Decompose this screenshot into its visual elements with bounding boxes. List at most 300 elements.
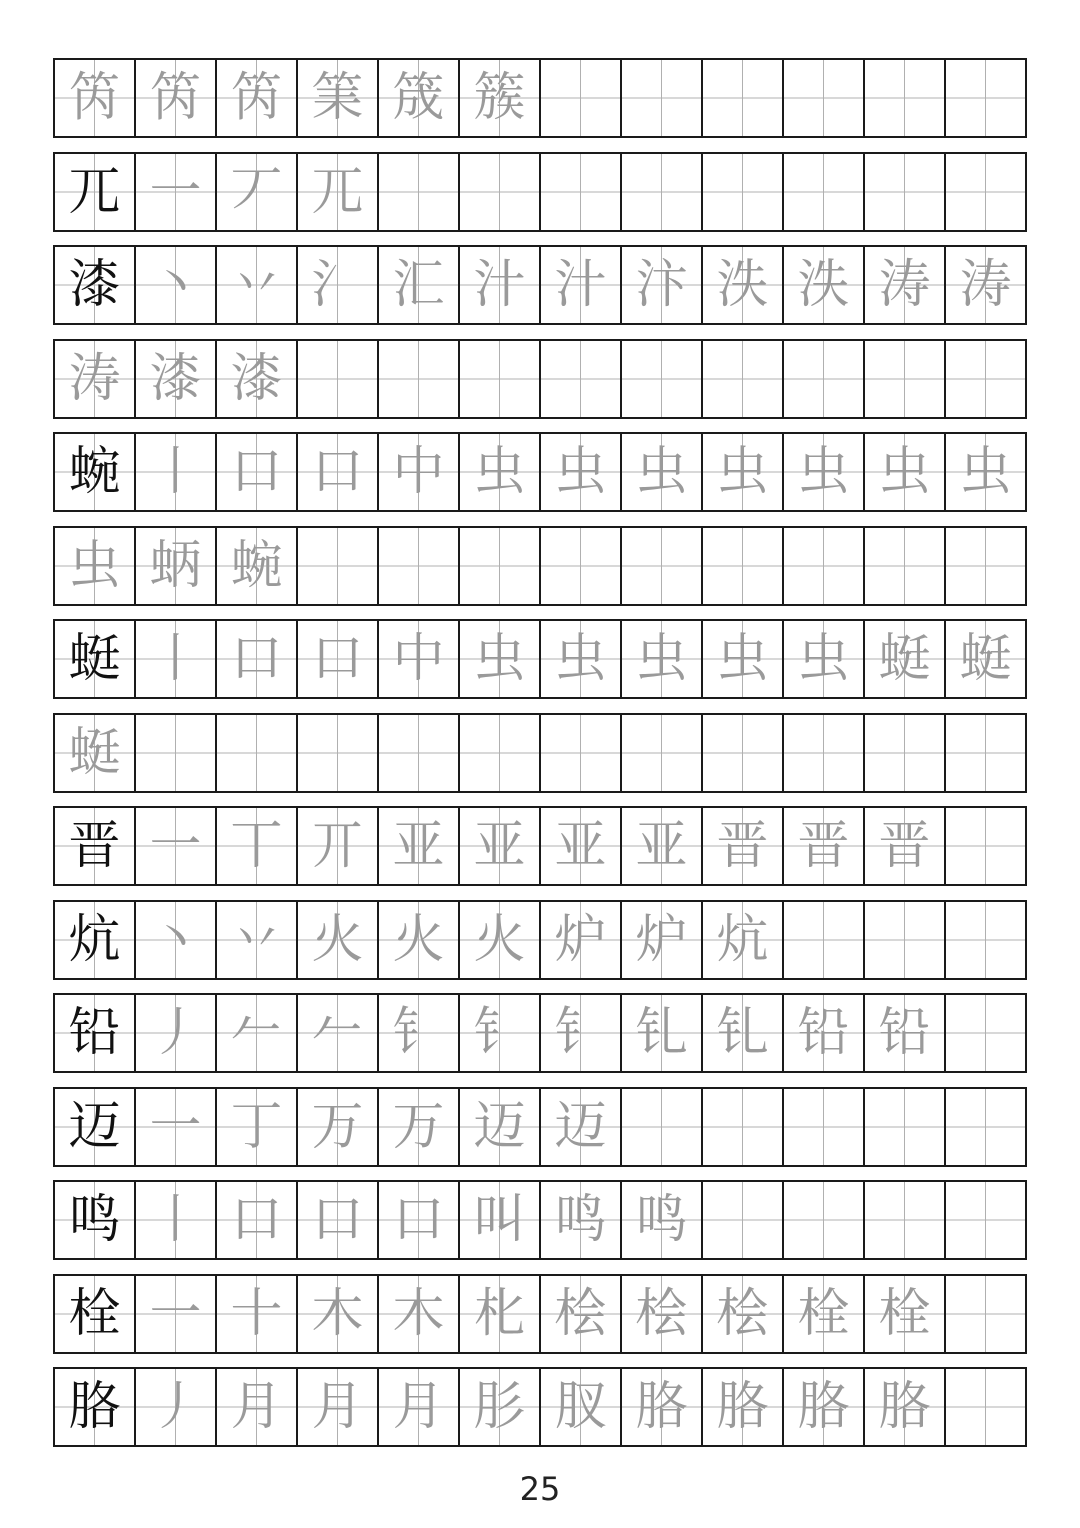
grid-cell — [298, 247, 379, 323]
grid-cell — [784, 60, 865, 136]
grid-cell — [865, 434, 946, 510]
stroke-step: 口 — [230, 1190, 283, 1250]
grid-cell — [460, 1369, 541, 1445]
grid-cell — [946, 434, 1025, 510]
grid-cell — [622, 1369, 703, 1445]
stroke-step: 钅 — [392, 1003, 445, 1063]
grid-cell — [541, 995, 622, 1071]
grid-cell — [136, 247, 217, 323]
grid-cell — [622, 247, 703, 323]
grid-cell — [865, 247, 946, 323]
grid-cell — [136, 621, 217, 697]
practice-row — [53, 526, 1027, 606]
grid-cell — [946, 808, 1025, 884]
stroke-step: 丨 — [149, 629, 202, 689]
stroke-step: 涛 — [959, 255, 1012, 315]
grid-cell — [298, 808, 379, 884]
stroke-step: 口 — [230, 629, 283, 689]
grid-cell — [460, 995, 541, 1071]
stroke-step: 蜓 — [878, 629, 931, 689]
stroke-step: 𠂉 — [230, 1003, 283, 1063]
model-character: 晋 — [68, 816, 121, 876]
grid-cell — [55, 528, 136, 604]
grid-cell — [784, 1089, 865, 1165]
grid-cell — [298, 528, 379, 604]
stroke-step: 口 — [392, 1190, 445, 1250]
grid-cell — [298, 434, 379, 510]
stroke-step: 亚 — [473, 816, 526, 876]
grid-cell — [946, 341, 1025, 417]
grid-cell — [946, 1276, 1025, 1352]
stroke-step: 丁 — [230, 1097, 283, 1157]
stroke-step: 胳 — [716, 1377, 769, 1437]
stroke-step: 丨 — [149, 1190, 202, 1250]
grid-cell — [217, 341, 298, 417]
stroke-step: 迈 — [473, 1097, 526, 1157]
grid-cell — [379, 1089, 460, 1165]
grid-cell — [784, 995, 865, 1071]
stroke-step: 万 — [311, 1097, 364, 1157]
grid-cell — [379, 1276, 460, 1352]
stroke-step: 栓 — [797, 1284, 850, 1344]
stroke-step: 虫 — [797, 442, 850, 502]
stroke-step: 笍 — [68, 68, 121, 128]
grid-cell — [136, 1182, 217, 1258]
grid-cell — [865, 60, 946, 136]
grid-cell — [136, 1276, 217, 1352]
grid-cell — [379, 434, 460, 510]
stroke-step: 涛 — [878, 255, 931, 315]
stroke-step: 鸣 — [635, 1190, 688, 1250]
grid-cell — [55, 434, 136, 510]
grid-cell — [379, 902, 460, 978]
grid-cell — [379, 154, 460, 230]
grid-cell — [703, 528, 784, 604]
stroke-step: 虫 — [716, 442, 769, 502]
practice-row — [53, 900, 1027, 980]
model-character: 栓 — [68, 1284, 121, 1344]
grid-cell — [784, 902, 865, 978]
practice-row — [53, 806, 1027, 886]
grid-cell — [865, 902, 946, 978]
stroke-step: 铅 — [878, 1003, 931, 1063]
grid-cell — [217, 1276, 298, 1352]
grid-cell — [784, 1276, 865, 1352]
grid-cell — [379, 528, 460, 604]
stroke-step: 筬 — [392, 68, 445, 128]
grid-cell — [460, 341, 541, 417]
practice-row — [53, 1274, 1027, 1354]
stroke-step: 炕 — [716, 910, 769, 970]
practice-row — [53, 993, 1027, 1073]
model-character: 蜿 — [68, 442, 121, 502]
stroke-step: 胳 — [878, 1377, 931, 1437]
practice-row — [53, 339, 1027, 419]
grid-cell — [541, 808, 622, 884]
grid-cell — [865, 995, 946, 1071]
grid-cell — [541, 60, 622, 136]
stroke-step: 鸣 — [554, 1190, 607, 1250]
stroke-step: 胳 — [635, 1377, 688, 1437]
grid-cell — [136, 1369, 217, 1445]
stroke-step: 丶 — [149, 255, 202, 315]
grid-cell — [298, 1182, 379, 1258]
stroke-step: 亚 — [392, 816, 445, 876]
grid-cell — [55, 247, 136, 323]
stroke-step: 钆 — [635, 1003, 688, 1063]
grid-cell — [703, 1369, 784, 1445]
grid-cell — [217, 715, 298, 791]
grid-cell — [784, 434, 865, 510]
grid-cell — [298, 341, 379, 417]
grid-cell — [622, 808, 703, 884]
stroke-step: 丨 — [149, 442, 202, 502]
grid-cell — [703, 715, 784, 791]
grid-cell — [217, 247, 298, 323]
practice-row — [53, 1180, 1027, 1260]
grid-cell — [55, 621, 136, 697]
grid-cell — [460, 902, 541, 978]
grid-cell — [541, 902, 622, 978]
grid-cell — [865, 341, 946, 417]
grid-cell — [298, 995, 379, 1071]
grid-cell — [55, 1276, 136, 1352]
grid-cell — [379, 341, 460, 417]
stroke-step: 虫 — [959, 442, 1012, 502]
model-character: 鸣 — [68, 1190, 121, 1250]
stroke-step: 氵 — [311, 255, 364, 315]
grid-cell — [217, 621, 298, 697]
grid-cell — [703, 60, 784, 136]
stroke-step: 丷 — [230, 255, 283, 315]
grid-cell — [55, 902, 136, 978]
grid-cell — [703, 995, 784, 1071]
stroke-step: 木 — [311, 1284, 364, 1344]
stroke-step: 炉 — [554, 910, 607, 970]
grid-cell — [460, 528, 541, 604]
grid-cell — [865, 808, 946, 884]
stroke-step: 口 — [230, 442, 283, 502]
grid-cell — [865, 621, 946, 697]
stroke-step: 虫 — [68, 536, 121, 596]
stroke-step: 丌 — [311, 816, 364, 876]
stroke-step: 漆 — [230, 349, 283, 409]
stroke-step: 中 — [392, 442, 445, 502]
stroke-step: 胳 — [797, 1377, 850, 1437]
grid-cell — [217, 434, 298, 510]
grid-cell — [298, 1369, 379, 1445]
grid-cell — [379, 60, 460, 136]
practice-row — [53, 58, 1027, 138]
grid-cell — [622, 1089, 703, 1165]
grid-cell — [541, 1089, 622, 1165]
grid-cell — [298, 715, 379, 791]
grid-cell — [784, 1369, 865, 1445]
stroke-step: 月 — [311, 1377, 364, 1437]
grid-cell — [784, 341, 865, 417]
grid-cell — [784, 154, 865, 230]
grid-cell — [622, 902, 703, 978]
stroke-step: 火 — [392, 910, 445, 970]
model-character: 兀 — [68, 162, 121, 222]
grid-cell — [946, 621, 1025, 697]
stroke-step: 丅 — [230, 816, 283, 876]
grid-cell — [703, 434, 784, 510]
grid-cell — [460, 808, 541, 884]
grid-cell — [460, 154, 541, 230]
grid-cell — [55, 341, 136, 417]
stroke-step: 丷 — [230, 910, 283, 970]
grid-cell — [622, 341, 703, 417]
stroke-step: 笍 — [149, 68, 202, 128]
stroke-step: 钅 — [473, 1003, 526, 1063]
grid-cell — [703, 1276, 784, 1352]
stroke-step: 口 — [311, 1190, 364, 1250]
stroke-step: 桧 — [635, 1284, 688, 1344]
stroke-step: 丆 — [230, 162, 283, 222]
grid-cell — [460, 60, 541, 136]
grid-cell — [703, 154, 784, 230]
stroke-step: 汴 — [635, 255, 688, 315]
model-character: 炕 — [68, 910, 121, 970]
grid-cell — [865, 1089, 946, 1165]
stroke-step: 汁 — [473, 255, 526, 315]
grid-cell — [946, 1182, 1025, 1258]
stroke-step: 钆 — [716, 1003, 769, 1063]
practice-row — [53, 152, 1027, 232]
grid-cell — [865, 715, 946, 791]
grid-cell — [298, 154, 379, 230]
stroke-step: 泆 — [797, 255, 850, 315]
grid-cell — [541, 341, 622, 417]
stroke-step: 汇 — [392, 255, 445, 315]
stroke-step: 涛 — [68, 349, 121, 409]
model-character: 蜓 — [68, 629, 121, 689]
stroke-step: 晋 — [878, 816, 931, 876]
model-character: 胳 — [68, 1377, 121, 1437]
grid-cell — [298, 621, 379, 697]
stroke-step: 中 — [392, 629, 445, 689]
grid-cell — [865, 1276, 946, 1352]
grid-cell — [703, 247, 784, 323]
grid-cell — [298, 1276, 379, 1352]
grid-cell — [460, 1182, 541, 1258]
grid-cell — [298, 902, 379, 978]
grid-cell — [703, 902, 784, 978]
grid-cell — [865, 528, 946, 604]
stroke-step: 虫 — [473, 629, 526, 689]
grid-cell — [379, 621, 460, 697]
grid-cell — [622, 621, 703, 697]
practice-row — [53, 619, 1027, 699]
stroke-step: 𠂉 — [311, 1003, 364, 1063]
stroke-step: 铅 — [797, 1003, 850, 1063]
grid-cell — [136, 341, 217, 417]
grid-cell — [460, 247, 541, 323]
grid-cell — [136, 154, 217, 230]
grid-cell — [946, 528, 1025, 604]
grid-cell — [379, 1369, 460, 1445]
stroke-step: 蜓 — [959, 629, 1012, 689]
grid-cell — [217, 60, 298, 136]
grid-cell — [379, 1182, 460, 1258]
stroke-step: 汁 — [554, 255, 607, 315]
stroke-step: 筙 — [311, 68, 364, 128]
grid-cell — [784, 808, 865, 884]
grid-cell — [217, 995, 298, 1071]
stroke-step: 叫 — [473, 1190, 526, 1250]
grid-cell — [541, 154, 622, 230]
grid-cell — [298, 1089, 379, 1165]
stroke-step: 一 — [149, 816, 202, 876]
grid-cell — [946, 902, 1025, 978]
grid-cell — [460, 1089, 541, 1165]
stroke-step: 朼 — [473, 1284, 526, 1344]
grid-cell — [136, 434, 217, 510]
grid-cell — [946, 247, 1025, 323]
grid-cell — [946, 154, 1025, 230]
practice-row — [53, 713, 1027, 793]
stroke-step: 虫 — [878, 442, 931, 502]
stroke-step: 漆 — [149, 349, 202, 409]
grid-cell — [703, 1182, 784, 1258]
grid-cell — [622, 154, 703, 230]
stroke-step: 肜 — [473, 1377, 526, 1437]
stroke-step: 亚 — [554, 816, 607, 876]
grid-cell — [55, 1089, 136, 1165]
stroke-step: 泆 — [716, 255, 769, 315]
grid-cell — [217, 1182, 298, 1258]
model-character: 迈 — [68, 1097, 121, 1157]
stroke-step: 火 — [311, 910, 364, 970]
stroke-step: 兀 — [311, 162, 364, 222]
grid-cell — [136, 902, 217, 978]
grid-cell — [946, 1089, 1025, 1165]
grid-cell — [703, 341, 784, 417]
stroke-step: 蜿 — [230, 536, 283, 596]
grid-cell — [703, 621, 784, 697]
stroke-step: 口 — [311, 442, 364, 502]
grid-cell — [55, 60, 136, 136]
grid-cell — [622, 60, 703, 136]
stroke-step: 栓 — [878, 1284, 931, 1344]
grid-cell — [217, 1089, 298, 1165]
stroke-step: 虫 — [554, 442, 607, 502]
grid-cell — [379, 995, 460, 1071]
stroke-step: 月 — [230, 1377, 283, 1437]
model-character: 漆 — [68, 255, 121, 315]
grid-cell — [460, 621, 541, 697]
grid-cell — [622, 434, 703, 510]
grid-cell — [865, 154, 946, 230]
grid-cell — [136, 60, 217, 136]
grid-cell — [784, 715, 865, 791]
stroke-step: 虫 — [635, 629, 688, 689]
stroke-step: 迈 — [554, 1097, 607, 1157]
stroke-step: 肞 — [554, 1377, 607, 1437]
grid-cell — [541, 621, 622, 697]
grid-cell — [55, 1182, 136, 1258]
practice-row — [53, 1367, 1027, 1447]
grid-cell — [541, 247, 622, 323]
grid-cell — [55, 995, 136, 1071]
grid-cell — [865, 1369, 946, 1445]
stroke-step: 晋 — [797, 816, 850, 876]
stroke-step: 钅 — [554, 1003, 607, 1063]
grid-cell — [379, 247, 460, 323]
grid-cell — [55, 1369, 136, 1445]
grid-cell — [136, 528, 217, 604]
grid-cell — [460, 434, 541, 510]
stroke-step: 木 — [392, 1284, 445, 1344]
grid-cell — [541, 434, 622, 510]
grid-cell — [865, 1182, 946, 1258]
stroke-step: 火 — [473, 910, 526, 970]
stroke-step: 丶 — [149, 910, 202, 970]
grid-cell — [379, 808, 460, 884]
grid-cell — [703, 808, 784, 884]
grid-cell — [379, 715, 460, 791]
grid-cell — [946, 60, 1025, 136]
stroke-step: 簇 — [473, 68, 526, 128]
stroke-step: 十 — [230, 1284, 283, 1344]
grid-cell — [622, 528, 703, 604]
grid-cell — [784, 528, 865, 604]
grid-cell — [703, 1089, 784, 1165]
grid-cell — [136, 808, 217, 884]
stroke-step: 丿 — [149, 1377, 202, 1437]
grid-cell — [622, 995, 703, 1071]
grid-cell — [136, 715, 217, 791]
stroke-step: 一 — [149, 1097, 202, 1157]
stroke-step: 万 — [392, 1097, 445, 1157]
grid-cell — [946, 1369, 1025, 1445]
stroke-step: 虫 — [716, 629, 769, 689]
page-number: 25 — [519, 1470, 561, 1508]
grid-cell — [784, 1182, 865, 1258]
stroke-step: 虫 — [473, 442, 526, 502]
stroke-step: 蜓 — [68, 723, 121, 783]
grid-cell — [784, 247, 865, 323]
grid-cell — [622, 715, 703, 791]
grid-cell — [541, 528, 622, 604]
grid-cell — [784, 621, 865, 697]
grid-cell — [298, 60, 379, 136]
stroke-step: 一 — [149, 1284, 202, 1344]
stroke-step: 桧 — [554, 1284, 607, 1344]
grid-cell — [217, 902, 298, 978]
stroke-step: 一 — [149, 162, 202, 222]
practice-row — [53, 245, 1027, 325]
stroke-step: 虫 — [554, 629, 607, 689]
practice-row — [53, 432, 1027, 512]
grid-cell — [55, 154, 136, 230]
grid-cell — [55, 808, 136, 884]
stroke-step: 虫 — [635, 442, 688, 502]
grid-cell — [217, 1369, 298, 1445]
stroke-step: 笍 — [230, 68, 283, 128]
stroke-step: 晋 — [716, 816, 769, 876]
grid-cell — [541, 1182, 622, 1258]
stroke-step: 月 — [392, 1377, 445, 1437]
model-character: 铅 — [68, 1003, 121, 1063]
stroke-step: 炉 — [635, 910, 688, 970]
stroke-step: 亚 — [635, 816, 688, 876]
grid-cell — [217, 154, 298, 230]
grid-cell — [541, 1276, 622, 1352]
stroke-step: 虫 — [797, 629, 850, 689]
stroke-step: 桧 — [716, 1284, 769, 1344]
